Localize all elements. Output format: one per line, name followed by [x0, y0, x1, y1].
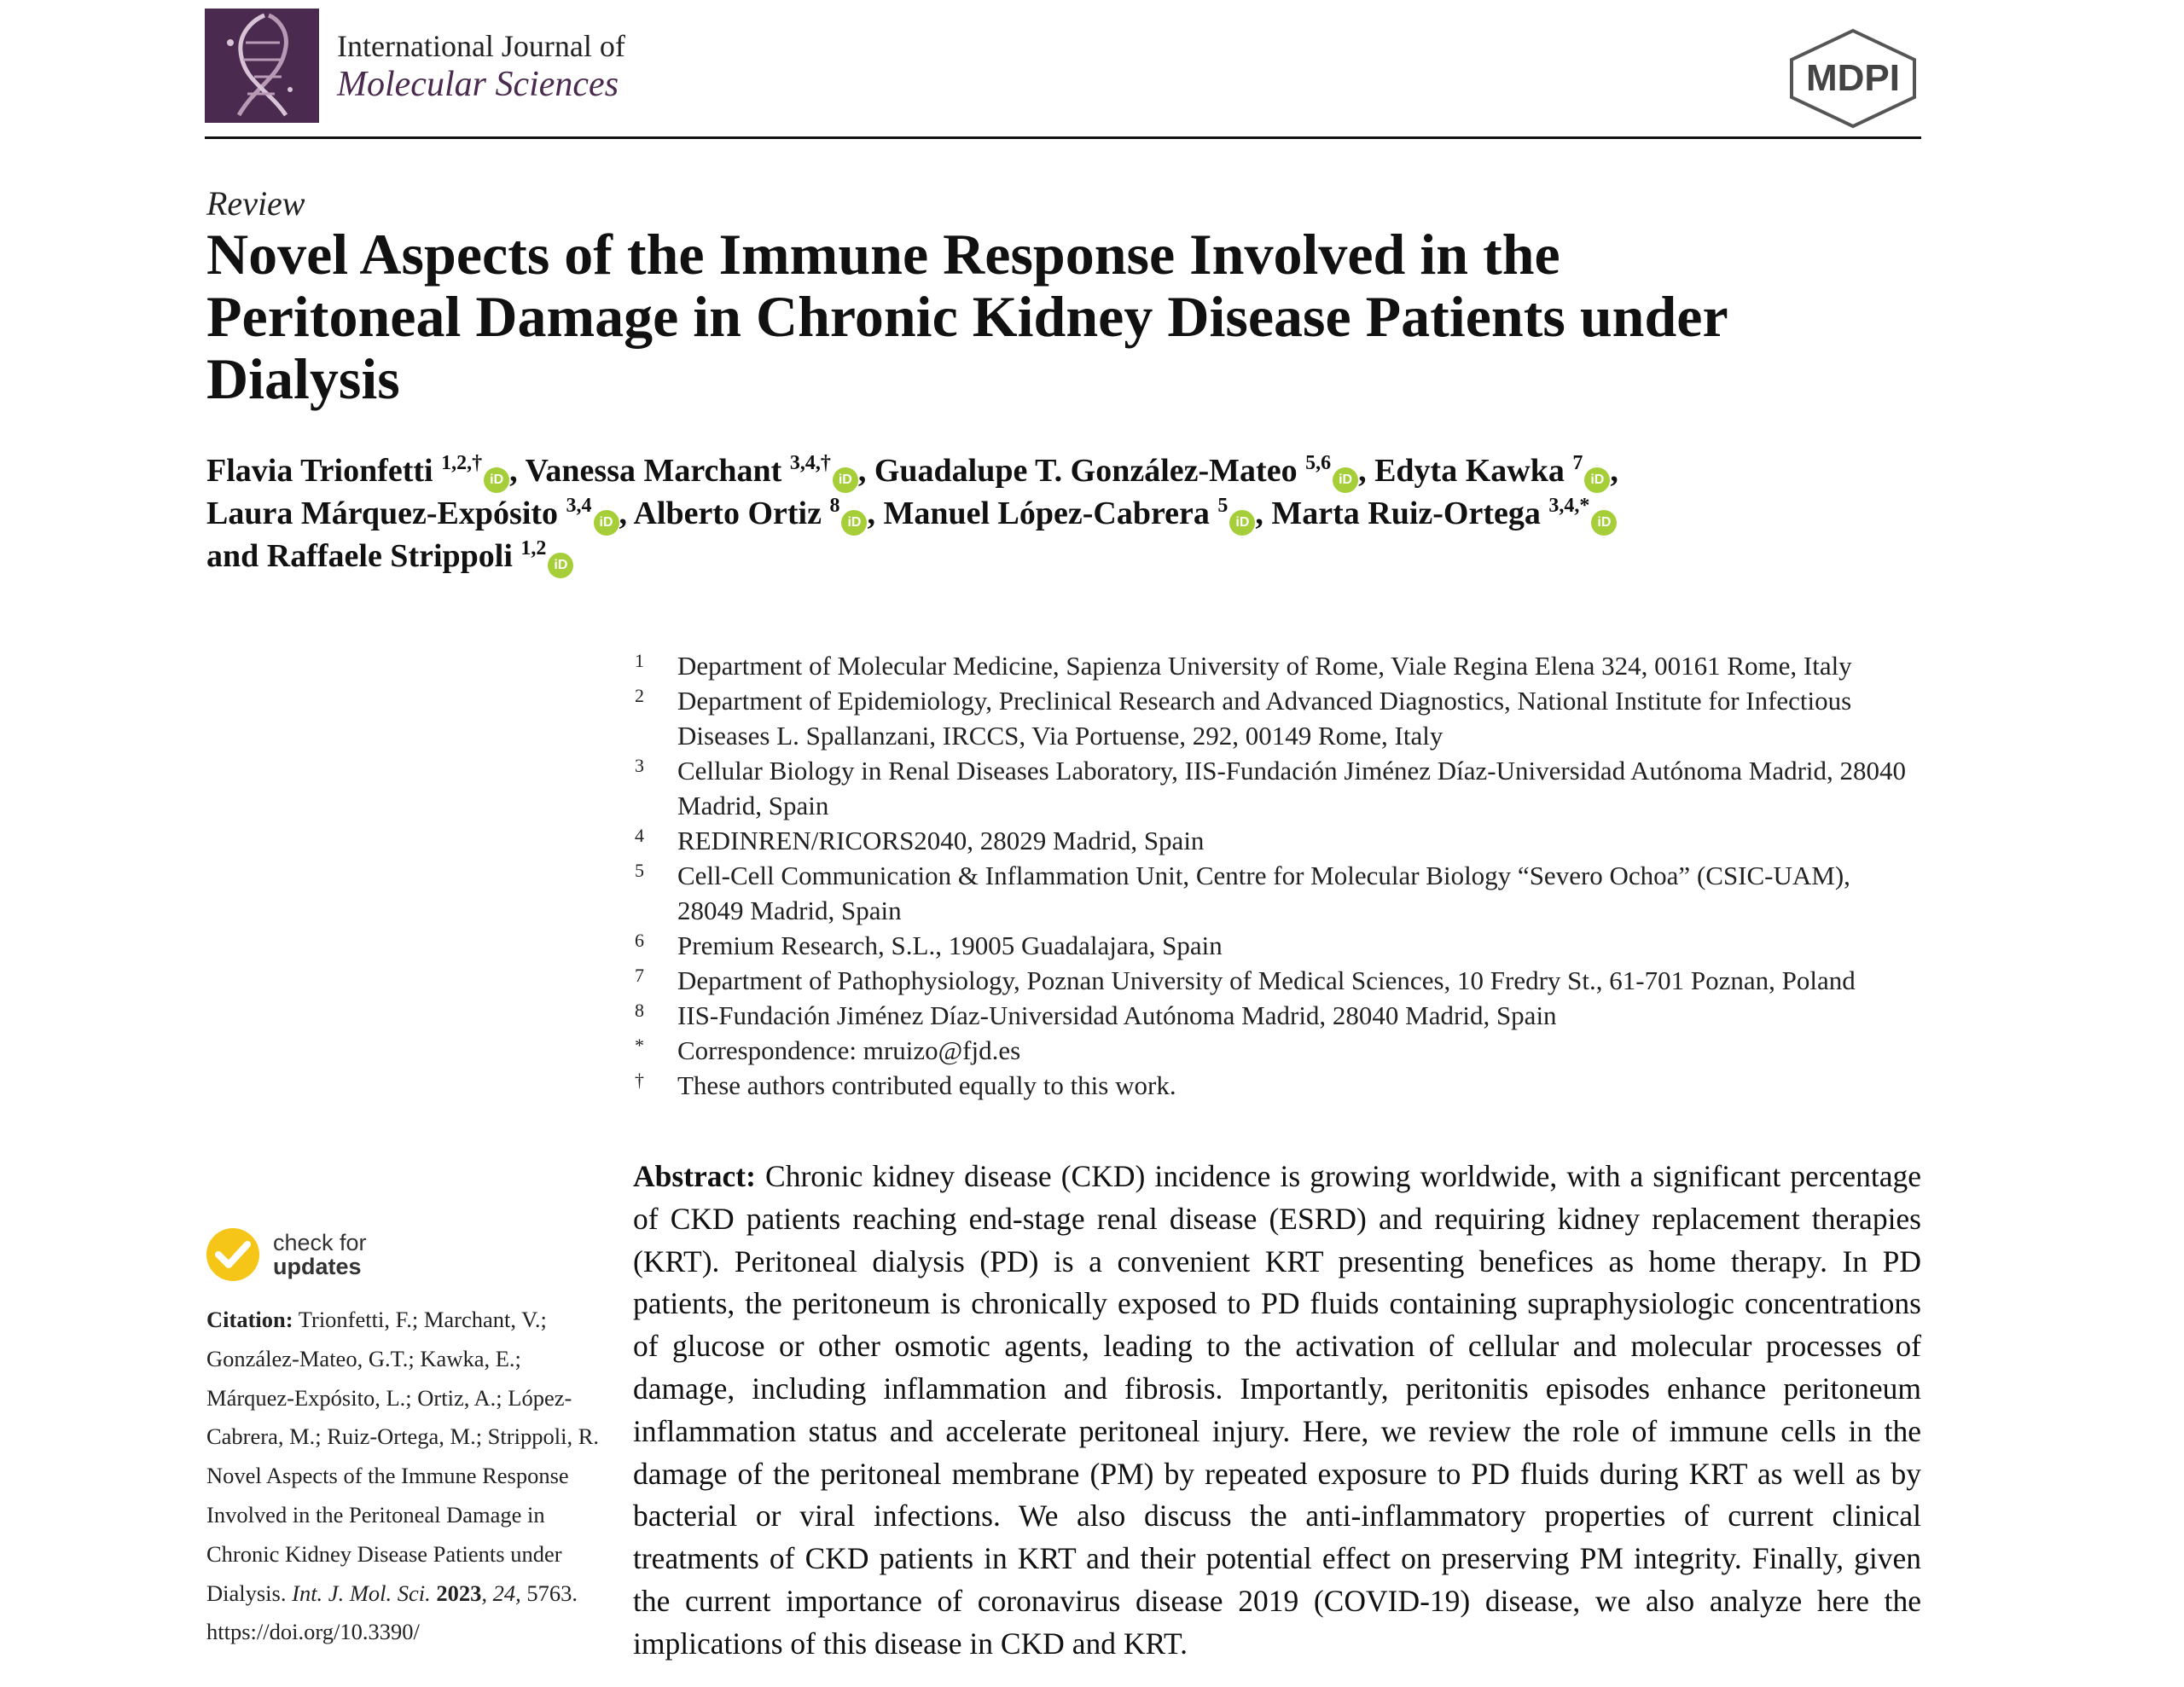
citation-volume: , 24, — [481, 1580, 521, 1606]
author-name: Alberto Ortiz — [633, 496, 822, 531]
orcid-icon[interactable]: iD — [1584, 467, 1610, 493]
author-affiliation-marks: 8 — [829, 495, 840, 517]
author-list — [206, 450, 1827, 578]
author-name: Guadalupe T. González-Mateo — [874, 453, 1298, 489]
affiliation-text: Department of Pathophysiology, Poznan University of Medical Sciences, 10 Fredry St., 61-701 Poznan, Poland — [677, 965, 1856, 995]
header-rule — [205, 136, 1921, 139]
abstract — [633, 1156, 1921, 1666]
author-separator: , — [857, 453, 874, 489]
check-for-updates-button[interactable] — [206, 1228, 394, 1286]
journal-name-line1: International Journal of — [337, 29, 625, 63]
author-affiliation-marks: 5 — [1217, 495, 1228, 517]
abstract-label: Abstract: — [633, 1159, 756, 1193]
author-separator: , — [867, 496, 884, 531]
abstract-text: Chronic kidney disease (CKD) incidence is growing worldwide, with a significant percentage of CKD patients reaching end-stage renal disease (ESRD) and requiring kidney replacement therapies (KRT). Peritoneal dialysis (PD) is a convenient KRT presenting benefices as home therapy. In PD patients, the peritoneum is chronically exposed to PD fluids containing supraphysiologic concentrations of glucose or other osmotic agents, leading to the activation of cellular and molecular processes of damage, including inflammation and fibrosis. Importantly, peritonitis episodes enhance peritoneum inflammation status and accelerate peritoneal injury. Here, we review the role of immune cells in the damage of the peritoneal membrane (PM) by repeated exposure to PD fluids during KRT as well as by bacterial or viral infections. We also discuss the anti-inflammatory properties of current clinical treatments of CKD patients in KRT and their potential effect on preserving PM integrity. Finally, given the current importance of coronavirus disease 2019 (COVID-19) disease, we also analyze here the implications of this disease in CKD and KRT. — [633, 1159, 1922, 1661]
author-name: Manuel López-Cabrera — [883, 496, 1210, 531]
affiliation-text: IIS-Fundación Jiménez Díaz-Universidad Autónoma Madrid, 28040 Madrid, Spain — [677, 1000, 1557, 1030]
affiliation-item — [633, 998, 1921, 1033]
equal-contribution-text: These authors contributed equally to this work. — [677, 1070, 1176, 1100]
affiliation-item — [633, 928, 1921, 963]
author-separator: , — [1358, 453, 1375, 489]
affiliation-number: 3 — [635, 755, 644, 776]
affiliation-text: Cellular Biology in Renal Diseases Laboratory, IIS-Fundación Jiménez Díaz-Universidad Autónoma Madrid, 28040 Madrid, Spain — [677, 756, 1907, 820]
author-affiliation-marks: 3,4 — [566, 495, 592, 517]
correspondence-item — [633, 1033, 1921, 1068]
author-affiliation-marks: 3,4,* — [1548, 495, 1590, 517]
author-name: Edyta Kawka — [1374, 453, 1565, 489]
orcid-icon[interactable]: iD — [484, 467, 509, 493]
author-name: Laura Márquez-Expósito — [206, 496, 559, 531]
citation-year: 2023 — [436, 1580, 482, 1606]
journal-header — [205, 9, 1921, 138]
checkmark-icon — [206, 1228, 259, 1281]
affiliation-text: REDINREN/RICORS2040, 28029 Madrid, Spain — [677, 826, 1205, 855]
author-separator: , — [1255, 496, 1272, 531]
affiliation-list — [633, 648, 1921, 1103]
article-type: Review — [206, 184, 305, 223]
affiliation-text: Department of Molecular Medicine, Sapienza University of Rome, Viale Regina Elena 324, 00161 Rome, Italy — [677, 651, 1852, 681]
equal-contribution-note — [633, 1068, 1921, 1103]
author-separator: , — [509, 453, 526, 489]
author-name: Vanessa Marchant — [525, 453, 782, 489]
affiliation-number: 8 — [635, 1000, 644, 1021]
affiliation-text: Department of Epidemiology, Preclinical Research and Advanced Diagnostics, National Institute for Infectious Diseases L. Spallanzani, IRCCS, Via Portuense, 292, 00149 Rome, Italy — [677, 686, 1852, 751]
affiliation-number: 4 — [635, 825, 644, 846]
author-name: and Raffaele Strippoli — [206, 538, 513, 574]
author-separator: , — [1610, 453, 1618, 489]
orcid-icon[interactable]: iD — [1591, 510, 1617, 536]
author-affiliation-marks: 7 — [1572, 452, 1583, 474]
affiliation-number: 7 — [635, 965, 644, 986]
affiliation-number: 1 — [635, 650, 644, 671]
mdpi-logo — [1785, 27, 1921, 130]
affiliation-item — [633, 858, 1921, 928]
affiliation-number: * — [635, 1035, 644, 1056]
affiliation-item — [633, 683, 1921, 753]
author-affiliation-marks: 1,2 — [520, 537, 547, 559]
affiliation-item — [633, 823, 1921, 858]
author-affiliation-marks: 3,4,† — [789, 452, 831, 474]
affiliation-number: 2 — [635, 685, 644, 706]
orcid-icon[interactable]: iD — [833, 467, 858, 493]
author-separator: , — [619, 496, 634, 531]
dna-logo-icon — [205, 9, 319, 123]
check-for-updates-line1: check for — [273, 1230, 367, 1255]
affiliation-item — [633, 648, 1921, 683]
affiliation-item — [633, 963, 1921, 998]
correspondence-text[interactable]: Correspondence: mruizo@fjd.es — [677, 1035, 1021, 1065]
citation-block — [206, 1301, 599, 1652]
orcid-icon[interactable]: iD — [1229, 510, 1255, 536]
affiliation-number: 6 — [635, 930, 644, 951]
affiliation-number: † — [635, 1070, 644, 1091]
journal-name-line2: Molecular Sciences — [337, 65, 619, 105]
author-affiliation-marks: 5,6 — [1305, 452, 1332, 474]
article-title: Novel Aspects of the Immune Response Involved in the Peritoneal Damage in Chronic Kidney Disease Patients under Dialysis — [206, 222, 1728, 411]
orcid-icon[interactable]: iD — [841, 510, 867, 536]
author-name: Flavia Trionfetti — [206, 453, 433, 489]
orcid-icon[interactable]: iD — [594, 510, 619, 536]
journal-name — [337, 29, 625, 106]
affiliation-text: Premium Research, S.L., 19005 Guadalajara, Spain — [677, 930, 1223, 960]
affiliation-item — [633, 753, 1921, 823]
mdpi-logo-text: MDPI — [1806, 57, 1900, 99]
orcid-icon[interactable]: iD — [548, 553, 573, 578]
affiliation-number: 5 — [635, 860, 644, 881]
check-for-updates-line2: updates — [273, 1254, 362, 1279]
citation-label: Citation: — [206, 1307, 293, 1332]
author-affiliation-marks: 1,2,† — [441, 452, 483, 474]
citation-text: Trionfetti, F.; Marchant, V.; González-Mateo, G.T.; Kawka, E.; Márquez-Expósito, L.; Ortiz, A.; López-Cabrera, M.; Ruiz-Ortega, M.; Strippoli, R. Novel Aspects of the Immune Response Involved in the Peritoneal Damage in Chronic Kidney Disease Patients under Dialysis. — [206, 1307, 599, 1606]
citation-journal: Int. J. Mol. Sci. — [292, 1580, 431, 1606]
affiliation-text: Cell-Cell Communication & Inflammation Unit, Centre for Molecular Biology “Severo Ochoa” (CSIC-UAM), 28049 Madrid, Spain — [677, 861, 1850, 925]
author-name: Marta Ruiz-Ortega — [1271, 496, 1541, 531]
orcid-icon[interactable]: iD — [1333, 467, 1358, 493]
citation-doi-link[interactable]: 5763. https://doi.org/10.3390/ — [206, 1580, 578, 1645]
